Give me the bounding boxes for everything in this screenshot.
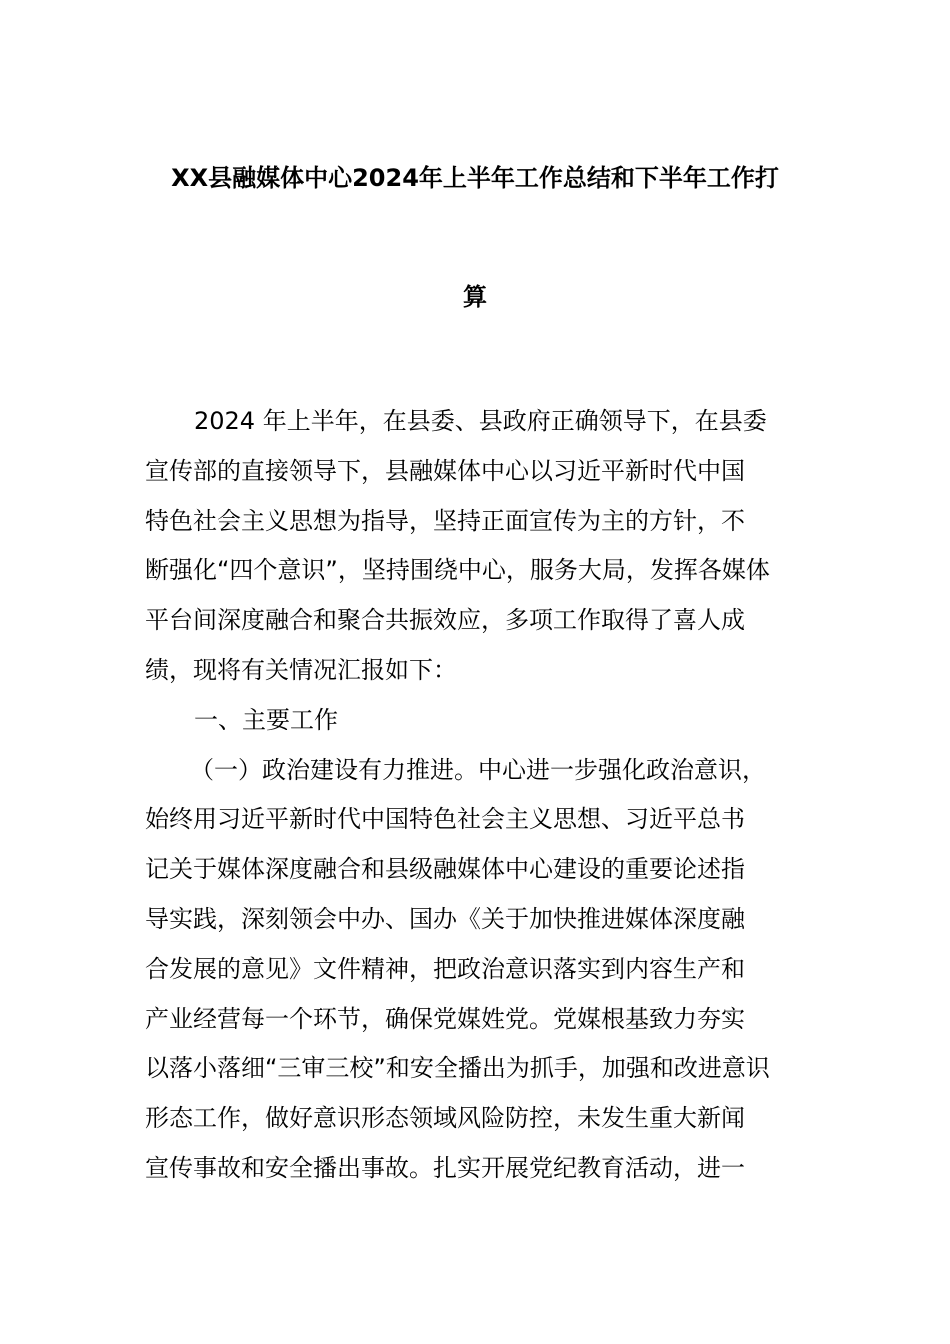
document-title-line-1: XX县融媒体中心2024年上半年工作总结和下半年工作打 [171,164,779,192]
paragraph-line: 宣传部的直接领导下，县融媒体中心以习近平新时代中国 [145,456,745,485]
paragraph-line: 始终用习近平新时代中国特色社会主义思想、习近平总书 [145,805,745,834]
document-body [145,397,825,1194]
paragraph-line: 以落小落细“三审三校”和安全播出为抓手，加强和改进意识 [145,1054,770,1083]
paragraph-line: 产业经营每一个环节，确保党媒姓党。党媒根基致力夯实 [145,1004,745,1033]
paragraph-line: 2024 年上半年，在县委、县政府正确领导下，在县委 [194,407,767,435]
paragraph-line: 合发展的意见》文件精神，把政治意识落实到内容生产和 [145,954,745,983]
paragraph-line: 导实践，深刻领会中办、国办《关于加快推进媒体深度融 [145,904,745,933]
document-title-line-2: 算 [463,283,487,311]
paragraph-line: 记关于媒体深度融合和县级融媒体中心建设的重要论述指 [145,855,745,884]
paragraph-line: 绩，现将有关情况汇报如下： [145,655,457,684]
paragraph-line: 断强化“四个意识”，坚持围绕中心，服务大局，发挥各媒体 [145,556,770,585]
paragraph-line: 特色社会主义思想为指导，坚持正面宣传为主的方针，不 [145,506,745,535]
subsection-line: （一）政治建设有力推进。中心进一步强化政治意识， [190,755,766,784]
paragraph-line: 形态工作，做好意识形态领域风险防控，未发生重大新闻 [145,1104,745,1133]
section-heading: 一、主要工作 [194,705,338,734]
paragraph-line: 平台间深度融合和聚合共振效应，多项工作取得了喜人成 [145,606,745,635]
paragraph-line: 宣传事故和安全播出事故。扎实开展党纪教育活动，进一 [145,1153,745,1182]
